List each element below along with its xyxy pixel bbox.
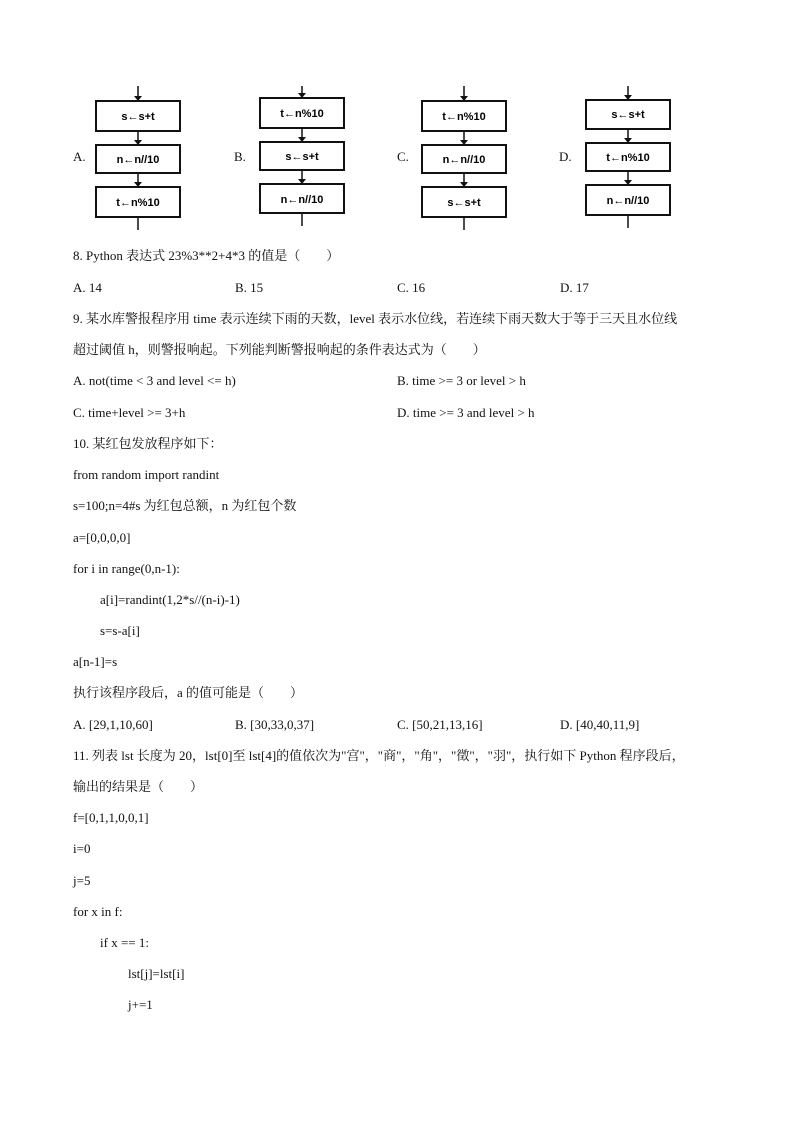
question-11-code-line: j=5 [73, 873, 91, 888]
question-9-option-b: B. time >= 3 or level > h [397, 373, 526, 388]
question-8-option-a: A. 14 [73, 280, 102, 295]
question-10-code-line: a[i]=randint(1,2*s//(n-i)-1) [100, 592, 240, 607]
question-11-code-line: j+=1 [128, 997, 153, 1012]
question-10-option-a: A. [29,1,10,60] [73, 717, 153, 732]
flowchart-a-box-1-label: s←s+t [121, 111, 155, 123]
question-11-stem-line-2: 输出的结果是（ ） [73, 779, 204, 794]
question-11-code-line: if x == 1: [100, 935, 149, 950]
flowchart-b-box-2-label: s←s+t [285, 151, 319, 163]
question-10-code-line: a=[0,0,0,0] [73, 530, 131, 545]
question-10-code-line: from random import randint [73, 467, 220, 482]
question-9-stem-line-2: 超过阈值 h，则警报响起。下列能判断警报响起的条件表达式为（ ） [73, 342, 486, 357]
question-10-code-line: s=s-a[i] [100, 623, 140, 638]
flowchart-option-b-letter: B. [234, 149, 246, 164]
question-10-ask: 执行该程序段后，a 的值可能是（ ） [73, 685, 304, 700]
flowchart-b-box-3-label: n←n//10 [280, 194, 324, 206]
question-8-stem: 8. Python 表达式 23%3**2+4*3 的值是（ ） [73, 248, 340, 263]
question-8-option-c: C. 16 [397, 280, 426, 295]
flowchart-a-box-3-label: t←n%10 [116, 197, 160, 209]
question-10-option-d: D. [40,40,11,9] [560, 717, 640, 732]
flowchart-option-a-letter: A. [73, 149, 86, 164]
flowchart-d-box-3-label: n←n//10 [606, 195, 650, 207]
question-9-option-a: A. not(time < 3 and level <= h) [73, 373, 236, 388]
flowchart-b [256, 86, 350, 232]
question-9-option-d: D. time >= 3 and level > h [397, 405, 535, 420]
question-9-stem-line-1: 9. 某水库警报程序用 time 表示连续下雨的天数，level 表示水位线，若连续下雨天数大于等于三天且水位线 [73, 311, 678, 326]
question-10-code-line: for i in range(0,n-1): [73, 561, 180, 576]
question-10-option-b: B. [30,33,0,37] [235, 717, 315, 732]
flowchart-a [92, 86, 186, 232]
question-10-stem: 10. 某红包发放程序如下： [73, 436, 223, 451]
question-8-option-b: B. 15 [235, 280, 264, 295]
flowchart-option-c-letter: C. [397, 149, 409, 164]
question-11-stem-line-1: 11. 列表 lst 长度为 20，lst[0]至 lst[4]的值依次为"宫"，"商"，"角"，"徵"，"羽"，执行如下 Python 程序段后， [73, 748, 685, 763]
flowchart-c-box-2-label: n←n//10 [442, 154, 486, 166]
question-11-code-line: for x in f: [73, 904, 123, 919]
flowchart-c-box-3-label: s←s+t [447, 197, 481, 209]
flowchart-b-box-1-label: t←n%10 [280, 108, 324, 120]
flowchart-d-box-2-label: t←n%10 [606, 152, 650, 164]
flowchart-d-box-1-label: s←s+t [611, 109, 645, 121]
question-11-code-line: lst[j]=lst[i] [128, 966, 185, 981]
question-9-option-c: C. time+level >= 3+h [73, 405, 186, 420]
question-8-option-d: D. 17 [560, 280, 589, 295]
question-10-code-line: a[n-1]=s [73, 654, 118, 669]
flowchart-d [582, 86, 676, 232]
flowchart-c-box-1-label: t←n%10 [442, 111, 486, 123]
flowchart-c [418, 86, 512, 232]
flowchart-a-box-2-label: n←n//10 [116, 154, 160, 166]
question-11-code-line: f=[0,1,1,0,0,1] [73, 810, 149, 825]
flowchart-option-d-letter: D. [559, 149, 572, 164]
question-11-code-line: i=0 [73, 841, 91, 856]
question-10-code-line: s=100;n=4#s 为红包总额，n 为红包个数 [73, 498, 297, 513]
question-10-option-c: C. [50,21,13,16] [397, 717, 483, 732]
